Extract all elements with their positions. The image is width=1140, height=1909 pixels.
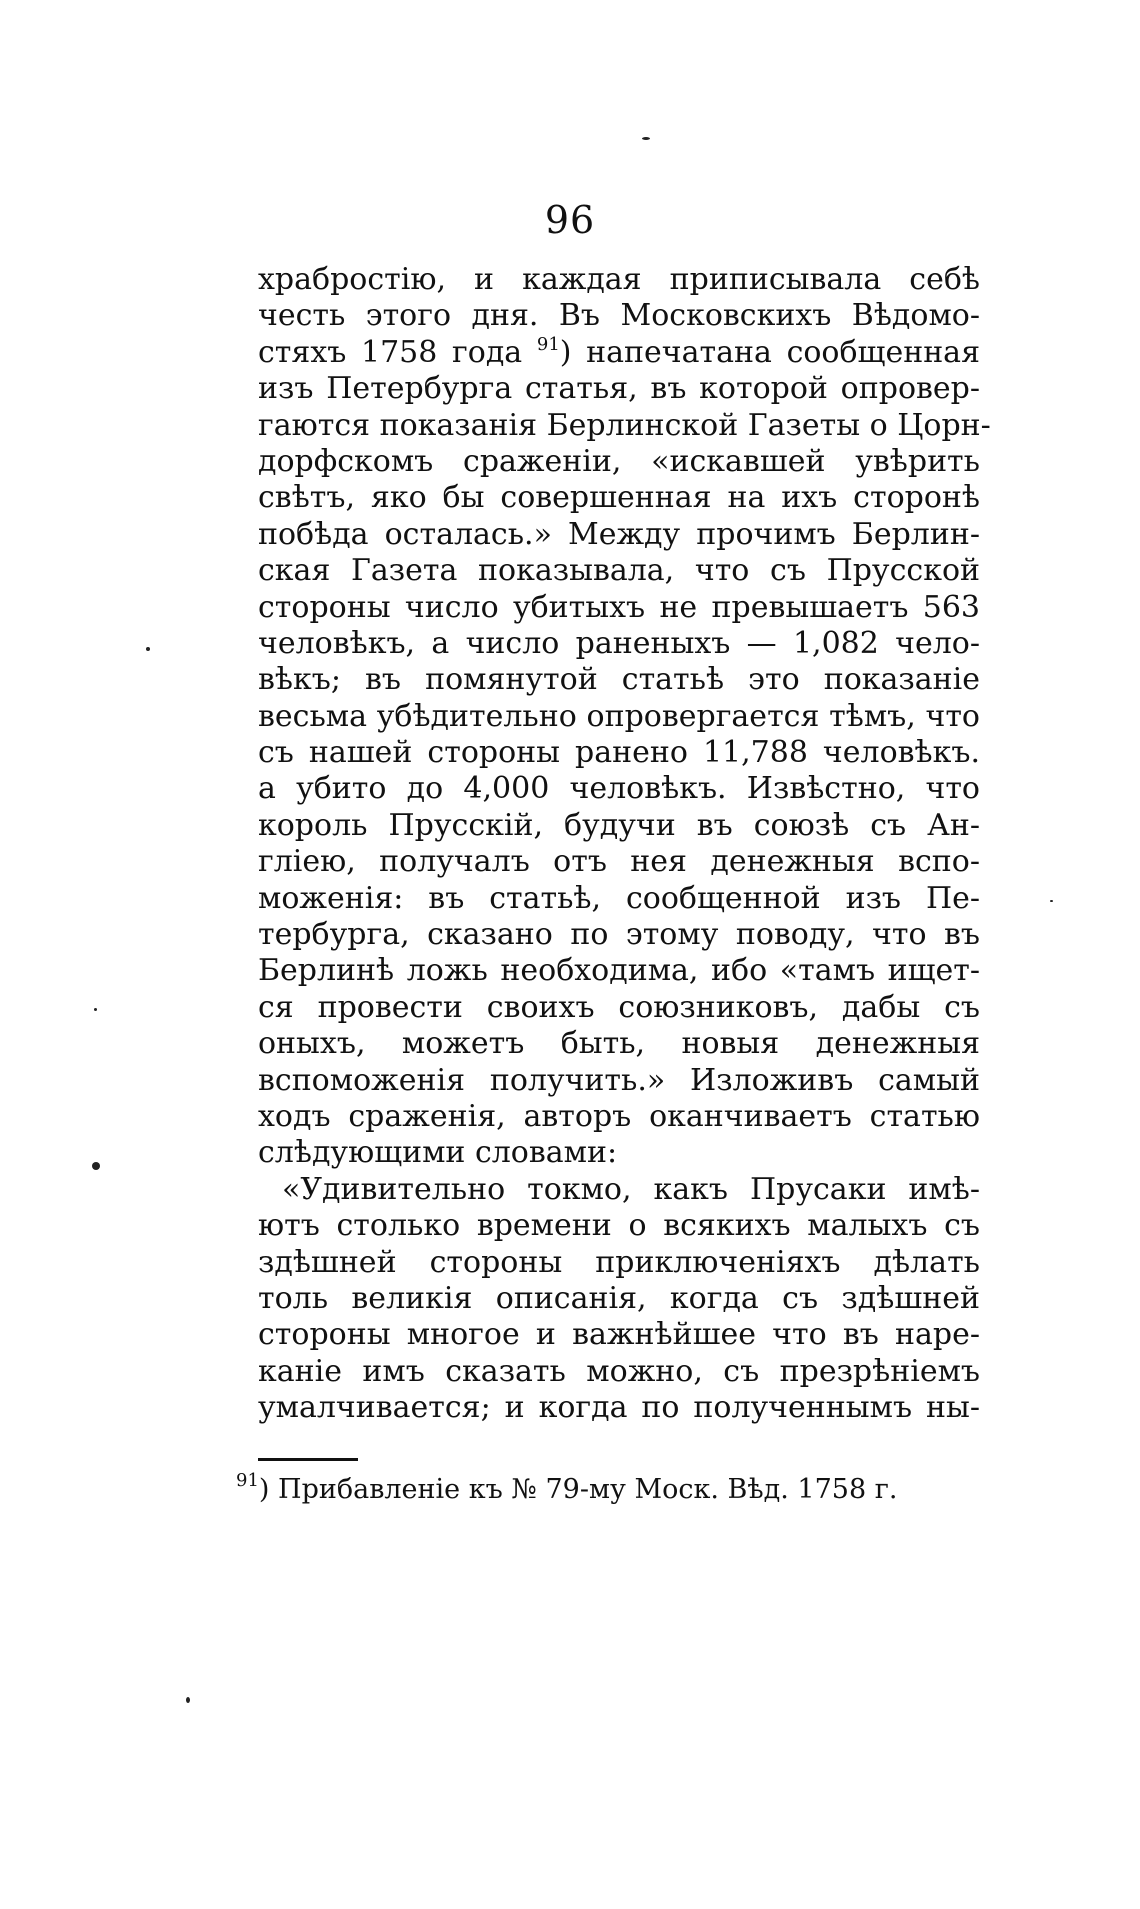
text-line-with-footnote-ref <box>258 335 980 371</box>
text-line: съ нашей стороны ранено 11,788 человѣкъ. <box>258 735 980 771</box>
text-line: каніе имъ сказать можно, съ презрѣніемъ <box>258 1353 980 1389</box>
text-line: дорфскомъ сраженіи, «искавшей увѣрить <box>258 443 980 479</box>
text-line: храбростію, и каждая приписывала себѣ <box>258 262 980 297</box>
text-line: человѣкъ, а число раненыхъ — 1,082 чело- <box>258 625 980 661</box>
text-line: гаются показанія Берлинской Газеты о Цорн- <box>258 407 991 443</box>
text-line: гліею, получалъ отъ нея денежныя вспо- <box>258 844 980 880</box>
text-line: побѣда осталась.» Между прочимъ Берлин- <box>258 516 980 552</box>
text-line: тербурга, сказано по этому поводу, что въ <box>258 917 980 953</box>
footnote-divider <box>258 1458 358 1461</box>
text-line: стороны число убитыхъ не превышаетъ 563 <box>258 589 980 625</box>
text-line: ютъ столько времени о всякихъ малыхъ съ <box>258 1208 980 1244</box>
text-line: стороны многое и важнѣйшее что въ нарe- <box>258 1317 980 1353</box>
text-line: Берлинѣ ложь необходима, ибо «тамъ ищет- <box>258 953 980 989</box>
text-line: ся провести своихъ союзниковъ, дабы съ <box>258 989 980 1025</box>
text-line: здѣшней стороны приключеніяхъ дѣлать <box>258 1244 980 1280</box>
footnote-text: ) Прибавленіе къ № 79-му Моск. Вѣд. 1758 г. <box>258 1474 898 1505</box>
text-line: король Прусскій, будучи въ союзѣ съ Ан- <box>258 807 980 843</box>
text-line: оныхъ, можетъ быть, новыя денежныя <box>258 1026 980 1062</box>
scan-speck <box>94 1008 97 1011</box>
text-line: толь великія описанія, когда съ здѣшней <box>258 1280 980 1316</box>
scan-speck <box>642 137 650 140</box>
text-line: а убито до 4,000 человѣкъ. Извѣстно, что <box>258 771 980 807</box>
text-line: умалчивается; и когда по полученнымъ ны- <box>258 1390 980 1426</box>
text-line: вспоможенія получить.» Изложивъ самый <box>258 1062 980 1098</box>
text-line: слѣдующими словами: <box>258 1135 618 1171</box>
text-line-part: ) напечатана сообщенная <box>559 334 980 370</box>
footnote-ref: 91 <box>536 333 560 355</box>
scan-speck <box>92 1162 100 1170</box>
text-line: ходъ сраженія, авторъ оканчиваетъ статью <box>258 1098 980 1134</box>
text-line-part: стяхъ 1758 года <box>258 334 523 370</box>
text-line: изъ Петербурга статья, въ которой опровер- <box>258 371 980 407</box>
scan-speck <box>146 647 150 651</box>
footnote-number: 91 <box>236 1470 259 1491</box>
scan-speck <box>186 1697 190 1703</box>
text-line: свѣтъ, яко бы совершенная на ихъ сторонѣ <box>258 480 980 516</box>
text-line: честь этого дня. Въ Московскихъ Вѣдомо- <box>258 298 980 334</box>
text-line: «Удивительно токмо, какъ Прусаки имѣ- <box>282 1171 980 1207</box>
scan-speck <box>1050 900 1053 902</box>
footnote <box>236 1470 996 1510</box>
text-line: ская Газета показывала, что съ Прусской <box>258 553 980 589</box>
text-line: вѣкъ; въ помянутой статьѣ это показаніе <box>258 662 980 698</box>
text-line: весьма убѣдительно опровергается тѣмъ, что <box>258 698 980 734</box>
page-number: 96 <box>544 198 596 242</box>
body-text <box>258 262 991 1427</box>
text-line: моженія: въ статьѣ, сообщенной изъ Пе- <box>258 880 980 916</box>
